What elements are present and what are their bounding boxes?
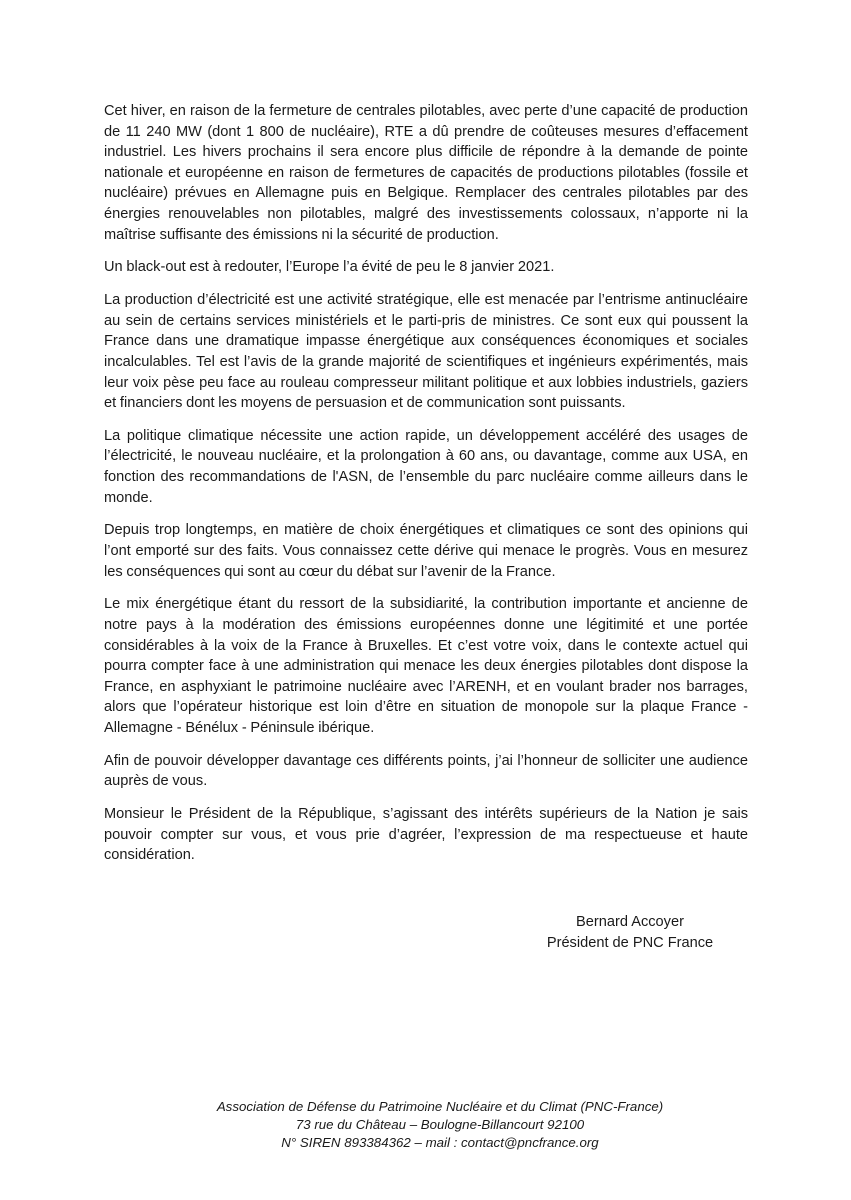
paragraph-audience-request: Afin de pouvoir développer davantage ces différents points, j’ai l’honneur de solliciter une audience auprès de vous. — [104, 752, 748, 790]
paragraph-capacity: Cet hiver, en raison de la fermeture de centrales pilotables, avec perte d’une capacité de production de 11 240 MW (dont 1 800 de nucléaire), RTE a dû prendre de coûteuses mesures d’effacement industriel. Les hivers prochains il sera encore plus difficile de répondre à la demande de pointe nationale et européenne en raison de fermetures de capacités de productions pilotables (fossile et nucléaire) prévues en Allemagne puis en Belgique. Remplacer des centrales pilotables par des énergies renouvelables non pilotables, malgré des investissements colossaux, n’apporte ni la maîtrise suffisante des émissions ni la sécurité de production. — [104, 103, 748, 243]
paragraph-climate-policy: La politique climatique nécessite une action rapide, un développement accéléré des usages de l’électricité, le nouveau nucléaire, et la prolongation à 60 ans, ou davantage, comme aux USA, en fonction des recommandations de l'ASN, de l’ensemble du parc nucléaire comme ailleurs dans le monde. — [104, 427, 748, 506]
paragraph-energy-mix: Le mix énergétique étant du ressort de la subsidiarité, la contribution importante et ancienne de notre pays à la modération des émissions européennes donne une légitimité et une portée considérables à la voix de la France à Bruxelles. Et c’est votre voix, dans le contexte actuel qui pourra compter face à une administration qui menace les deux énergies pilotables dont dispose la France, en asphyxiant le patrimoine nucléaire avec l’ARENH, et en voulant brader nos barrages, alors que l’opérateur historique est loin d’être en situation de monopole sur la plaque France - Allemagne - Bénélux - Péninsule ibérique. — [104, 596, 748, 736]
footer-address: 73 rue du Château – Boulogne-Billancourt 92100 — [295, 1117, 585, 1133]
paragraph-opinions-facts: Depuis trop longtemps, en matière de choix énergétiques et climatiques ce sont des opinions qui l’ont emporté sur des faits. Vous connaissez cette dérive qui menace le progrès. Vous en mesurez les conséquences qui sont au cœur du débat sur l’avenir de la France. — [104, 522, 748, 580]
footer-contact: N° SIREN 893384362 – mail : contact@pncfrance.org — [281, 1135, 599, 1151]
signature-block — [520, 912, 740, 953]
paragraph-closing: Monsieur le Président de la République, s’agissant des intérêts supérieurs de la Nation je sais pouvoir compter sur vous, et vous prie d’agréer, l’expression de ma respectueuse et haute considération. — [104, 806, 748, 864]
footer-organization: Association de Défense du Patrimoine Nucléaire et du Climat (PNC-France) — [216, 1099, 664, 1114]
letter-footer — [170, 1098, 710, 1153]
paragraph-blackout: Un black-out est à redouter, l’Europe l’a évité de peu le 8 janvier 2021. — [104, 259, 555, 276]
paragraph-strategic-production: La production d’électricité est une activité stratégique, elle est menacée par l’entrisme antinucléaire au sein de certains services ministériels et le parti-pris de ministres. Ce sont eux qui poussent la France dans une dramatique impasse énergétique aux conséquences économiques et sociales incalculables. Tel est l’avis de la grande majorité de scientifiques et ingénieurs expérimentés, mais leur voix pèse peu face au rouleau compresseur militant politique et aux lobbies industriels, gaziers et financiers dont les moyens de persuasion et de communication sont puissants. — [104, 292, 748, 412]
signatory-title: Président de PNC France — [546, 934, 714, 951]
letter-body — [104, 101, 748, 878]
signatory-name: Bernard Accoyer — [576, 914, 684, 930]
